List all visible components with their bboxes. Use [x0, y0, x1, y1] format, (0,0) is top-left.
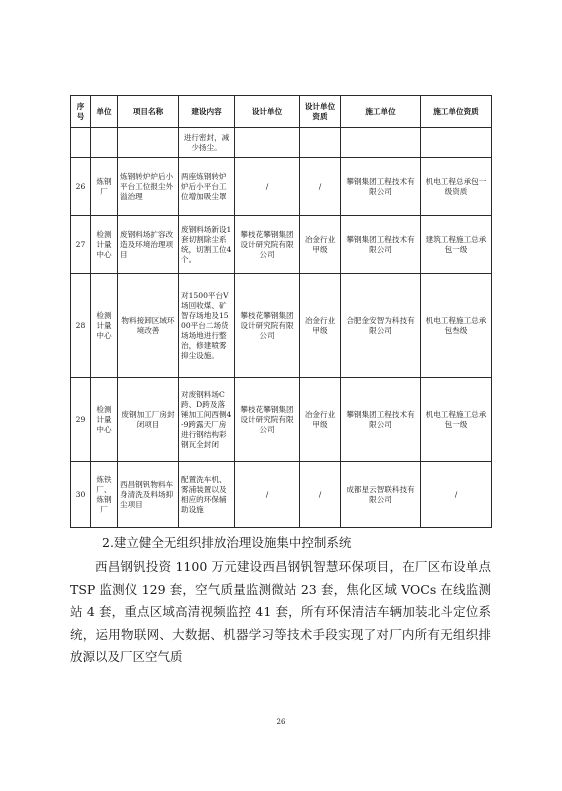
cell-content: 两座炼钢转炉炉后小平台工位增加吸尘罩 — [179, 158, 235, 216]
cell-construction-qualification: 机电工程施工总承包一级 — [421, 378, 492, 462]
cell-project-name: 炼钢转炉炉后小平台工位报尘外溢治理 — [118, 158, 179, 216]
cell-no: 29 — [71, 378, 91, 462]
cell-design-qualification: 冶金行业甲级 — [300, 274, 341, 378]
cell-construction-unit — [341, 128, 421, 158]
col-header-design-unit: 设计单位 — [235, 96, 300, 128]
cell-unit: 炼钢厂 — [91, 158, 118, 216]
cell-design-qualification: 冶金行业甲级 — [300, 378, 341, 462]
cell-content: 对1500平台V场回收煤、矿智存场地及1500平台二场货场场地进行整治，修建喷雾抑尘设施。 — [179, 274, 235, 378]
cell-content: 对废钢料场C跨、D跨及落锤加工间西侧4-9跨露天厂房进行钢结构彩钢瓦全封闭 — [179, 378, 235, 462]
cell-design-unit: 攀枝花攀钢集团设计研究院有限公司 — [235, 378, 300, 462]
cell-no: 28 — [71, 274, 91, 378]
table-row — [71, 274, 492, 378]
cell-construction-unit: 攀钢集团工程技术有限公司 — [341, 158, 421, 216]
table-row — [71, 462, 492, 528]
cell-project-name: 废钢料场扩容改造及环境治理项目 — [118, 216, 179, 274]
table-row — [71, 158, 492, 216]
cell-design-unit: / — [235, 462, 300, 528]
cell-construction-qualification: 建筑工程施工总承包一级 — [421, 216, 492, 274]
cell-unit — [91, 128, 118, 158]
cell-no: 27 — [71, 216, 91, 274]
cell-unit: 检测计量中心 — [91, 274, 118, 378]
cell-design-qualification: / — [300, 462, 341, 528]
col-header-project-name: 项目名称 — [118, 96, 179, 128]
cell-unit: 检测计量中心 — [91, 378, 118, 462]
cell-construction-qualification — [421, 128, 492, 158]
cell-construction-qualification: 机电工程施工总承包叁级 — [421, 274, 492, 378]
col-header-unit: 单位 — [91, 96, 118, 128]
cell-project-name: 物料接卸区域环境改善 — [118, 274, 179, 378]
cell-construction-unit: 合肥金安智为科技有限公司 — [341, 274, 421, 378]
cell-construction-unit: 成都星云智联科技有限公司 — [341, 462, 421, 528]
table-row — [71, 128, 492, 158]
cell-design-qualification — [300, 128, 341, 158]
col-header-content: 建设内容 — [179, 96, 235, 128]
col-header-no: 序号 — [71, 96, 91, 128]
cell-construction-qualification: / — [421, 462, 492, 528]
cell-design-qualification: / — [300, 158, 341, 216]
table-row — [71, 378, 492, 462]
cell-content: 进行密封，减少扬尘。 — [179, 128, 235, 158]
body-paragraph: 西昌钢钒投资 1100 万元建设西昌钢钒智慧环保项目，在厂区布设单点 TSP 监测仪 129 套，空气质量监测微站 23 套，焦化区域 VOCs 在线监测站 4 套，重点区域高清视频监控 41 套，所有环保清洁车辆加装北斗定位系统，运用物联网、大数据、机器学习等技术手段实现了对厂内所有无组织排放源以及厂区空气质 — [70, 559, 491, 664]
cell-design-qualification: 冶金行业甲级 — [300, 216, 341, 274]
cell-no: 30 — [71, 462, 91, 528]
cell-project-name — [118, 128, 179, 158]
table-row — [71, 216, 492, 274]
cell-construction-unit: 攀钢集团工程技术有限公司 — [341, 378, 421, 462]
cell-design-unit: 攀枝花攀钢集团设计研究院有限公司 — [235, 274, 300, 378]
cell-no — [71, 128, 91, 158]
cell-content: 配置洗车机、雾浦装置以及相应的环保辅助设施 — [179, 462, 235, 528]
cell-design-unit: / — [235, 158, 300, 216]
page-number: 26 — [276, 718, 286, 726]
cell-design-unit — [235, 128, 300, 158]
cell-no: 26 — [71, 158, 91, 216]
col-header-design-qualification: 设计单位资质 — [300, 96, 341, 128]
cell-construction-qualification: 机电工程总承包一级资质 — [421, 158, 492, 216]
cell-unit: 检测计量中心 — [91, 216, 118, 274]
cell-project-name: 废钢加工厂房封闭项目 — [118, 378, 179, 462]
cell-construction-unit: 攀钢集团工程技术有限公司 — [341, 216, 421, 274]
cell-content: 废钢料场新设1套切割除尘系统，切割工位4个。 — [179, 216, 235, 274]
table-header-row — [71, 96, 492, 128]
cell-unit: 炼铁厂、炼钢厂 — [91, 462, 118, 528]
col-header-construction-qualification: 施工单位资质 — [421, 96, 492, 128]
project-table — [70, 95, 492, 528]
cell-project-name: 西昌钢钒物料车身清洗及料场抑尘项目 — [118, 462, 179, 528]
section-heading: 2.建立健全无组织排放治理设施集中控制系统 — [102, 535, 352, 550]
col-header-construction-unit: 施工单位 — [341, 96, 421, 128]
cell-design-unit: 攀枝花攀钢集团设计研究院有限公司 — [235, 216, 300, 274]
